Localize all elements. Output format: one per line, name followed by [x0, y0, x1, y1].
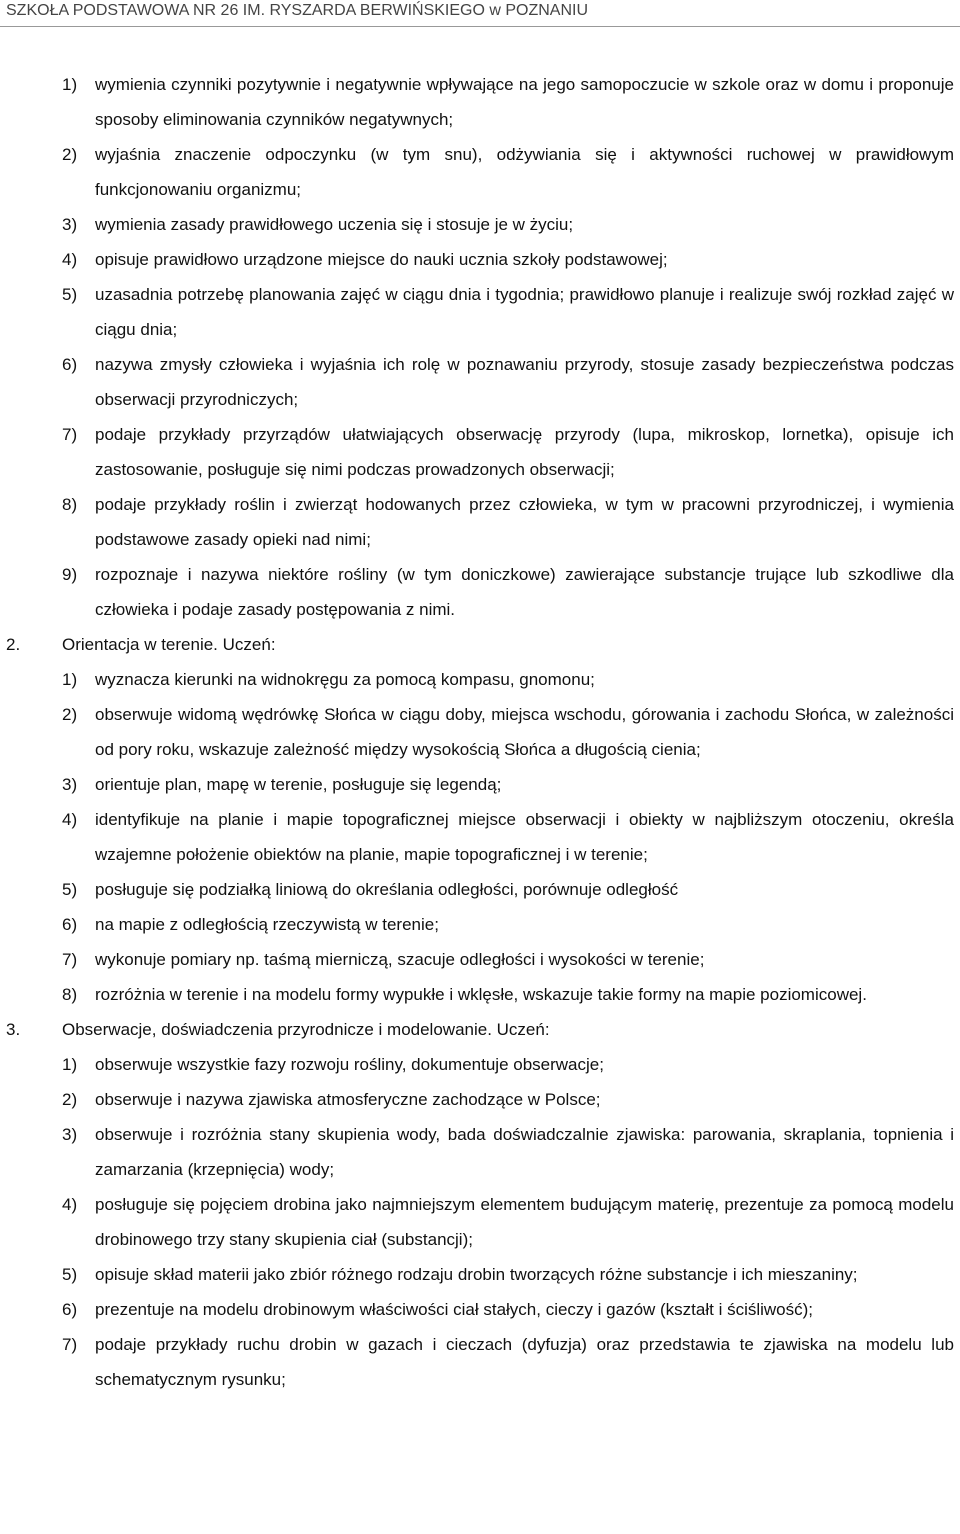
list-item-text: podaje przykłady roślin i zwierząt hodowanych przez człowieka, w tym w pracowni przyrodniczej, i wymienia podstawowe zasady opieki nad nimi;	[95, 495, 954, 549]
list-item-number: 7)	[62, 425, 78, 444]
list-item-text: identyfikuje na planie i mapie topograficznej miejsce obserwacji i obiekty w najbliższym otoczeniu, określa wzajemne położenie obiektów na planie, mapie topograficznej i w terenie;	[95, 810, 954, 864]
list-item-text: nazywa zmysły człowieka i wyjaśnia ich rolę w poznawaniu przyrody, stosuje zasady bezpieczeństwa podczas obserwacji przyrodniczych;	[95, 355, 954, 409]
list-item-text: opisuje prawidłowo urządzone miejsce do nauki ucznia szkoły podstawowej;	[95, 250, 668, 269]
list-item-text: obserwuje widomą wędrówkę Słońca w ciągu doby, miejsca wschodu, górowania i zachodu Słońca, w zależności od pory roku, wskazuje zależność między wysokością Słońca a długością cienia;	[95, 705, 954, 759]
list-item-number: 7)	[62, 1335, 78, 1354]
section-title	[0, 627, 960, 662]
list-item-text: obserwuje wszystkie fazy rozwoju rośliny, dokumentuje obserwacje;	[95, 1055, 604, 1074]
list-item-number: 8)	[62, 985, 78, 1004]
list-item-text: posługuje się podziałką liniową do określania odległości, porównuje odległość	[95, 880, 679, 899]
list-item	[0, 767, 960, 802]
list-item-number: 5)	[62, 880, 78, 899]
list-item	[0, 347, 960, 417]
list-item-text: obserwuje i rozróżnia stany skupienia wody, bada doświadczalnie zjawiska: parowania, skraplania, topnienia i zamarzania (krzepnięcia) wody;	[95, 1125, 954, 1179]
list-item-number: 2)	[62, 145, 78, 164]
section-3	[0, 1012, 960, 1397]
section-number: 2.	[6, 635, 21, 654]
list-item	[0, 557, 960, 627]
list-item-number: 4)	[62, 810, 78, 829]
list-item	[0, 1292, 960, 1327]
list-item-text: wykonuje pomiary np. taśmą mierniczą, szacuje odległości i wysokości w terenie;	[95, 950, 705, 969]
list-item-text: uzasadnia potrzebę planowania zajęć w ciągu dnia i tygodnia; prawidłowo planuje i realizuje swój rozkład zajęć w ciągu dnia;	[95, 285, 954, 339]
list-item-number: 3)	[62, 215, 78, 234]
list-item	[0, 907, 960, 942]
list-item	[0, 697, 960, 767]
list-item-text: wyznacza kierunki na widnokręgu za pomocą kompasu, gnomonu;	[95, 670, 595, 689]
section-number: 3.	[6, 1020, 21, 1039]
list-item	[0, 1117, 960, 1187]
list-item-number: 5)	[62, 285, 78, 304]
list-item	[0, 802, 960, 872]
list-item	[0, 277, 960, 347]
header-divider	[0, 26, 960, 27]
list-item-text: wyjaśnia znaczenie odpoczynku (w tym snu), odżywiania się i aktywności ruchowej w prawidłowym funkcjonowaniu organizmu;	[95, 145, 954, 199]
list-item	[0, 872, 960, 907]
list-item-text: obserwuje i nazywa zjawiska atmosferyczne zachodzące w Polsce;	[95, 1090, 601, 1109]
list-item	[0, 417, 960, 487]
list-item-number: 4)	[62, 250, 78, 269]
list-item-text: podaje przykłady ruchu drobin w gazach i cieczach (dyfuzja) oraz przedstawia te zjawiska na modelu lub schematycznym rysunku;	[95, 1335, 954, 1389]
list-item-text: wymienia czynniki pozytywnie i negatywnie wpływające na jego samopoczucie w szkole oraz w domu i proponuje sposoby eliminowania czynników negatywnych;	[95, 75, 954, 129]
section-title	[0, 1012, 960, 1047]
document-body	[0, 67, 960, 1397]
list-item	[0, 1187, 960, 1257]
list-item	[0, 242, 960, 277]
list-item-number: 6)	[62, 915, 78, 934]
section-1	[0, 67, 960, 627]
list-item-number: 1)	[62, 1055, 78, 1074]
list-item	[0, 942, 960, 977]
list-item-number: 9)	[62, 565, 78, 584]
section-title-text: Obserwacje, doświadczenia przyrodnicze i modelowanie. Uczeń:	[62, 1020, 550, 1039]
list-item-number: 7)	[62, 950, 78, 969]
list-item-number: 6)	[62, 1300, 78, 1319]
list-item-number: 1)	[62, 75, 78, 94]
page-header: SZKOŁA PODSTAWOWA NR 26 IM. RYSZARDA BERWIŃSKIEGO w POZNANIU	[6, 2, 589, 19]
list-item	[0, 67, 960, 137]
list-item-text: rozpoznaje i nazywa niektóre rośliny (w tym doniczkowe) zawierające substancje trujące lub szkodliwe dla człowieka i podaje zasady postępowania z nimi.	[95, 565, 954, 619]
list-item-number: 2)	[62, 1090, 78, 1109]
list-item	[0, 137, 960, 207]
list-item	[0, 977, 960, 1012]
list-item-number: 4)	[62, 1195, 78, 1214]
section-title-text: Orientacja w terenie. Uczeń:	[62, 635, 276, 654]
list-item-text: wymienia zasady prawidłowego uczenia się i stosuje je w życiu;	[95, 215, 574, 234]
list-item-text: rozróżnia w terenie i na modelu formy wypukłe i wklęsłe, wskazuje takie formy na mapie poziomicowej.	[95, 985, 867, 1004]
list-item-number: 2)	[62, 705, 78, 724]
list-item	[0, 1047, 960, 1082]
list-item	[0, 1257, 960, 1292]
list-item-text: opisuje skład materii jako zbiór różnego rodzaju drobin tworzących różne substancje i ich mieszaniny;	[95, 1265, 858, 1284]
list-item	[0, 1082, 960, 1117]
list-item-number: 8)	[62, 495, 78, 514]
list-item	[0, 1327, 960, 1397]
list-item-text: prezentuje na modelu drobinowym właściwości ciał stałych, cieczy i gazów (kształt i ściśliwość);	[95, 1300, 814, 1319]
list-item-number: 6)	[62, 355, 78, 374]
list-item-number: 5)	[62, 1265, 78, 1284]
list-item	[0, 662, 960, 697]
section-2	[0, 627, 960, 1012]
list-item-number: 1)	[62, 670, 78, 689]
list-item	[0, 487, 960, 557]
list-item-text: posługuje się pojęciem drobina jako najmniejszym elementem budującym materię, prezentuje za pomocą modelu drobinowego trzy stany skupienia ciał (substancji);	[95, 1195, 954, 1249]
list-item-number: 3)	[62, 1125, 78, 1144]
list-item-text: podaje przykłady przyrządów ułatwiających obserwację przyrody (lupa, mikroskop, lornetka), opisuje ich zastosowanie, posługuje się nimi podczas prowadzonych obserwacji;	[95, 425, 954, 479]
list-item-text: orientuje plan, mapę w terenie, posługuje się legendą;	[95, 775, 502, 794]
list-item-text: na mapie z odległością rzeczywistą w terenie;	[95, 915, 439, 934]
list-item	[0, 207, 960, 242]
list-item-number: 3)	[62, 775, 78, 794]
